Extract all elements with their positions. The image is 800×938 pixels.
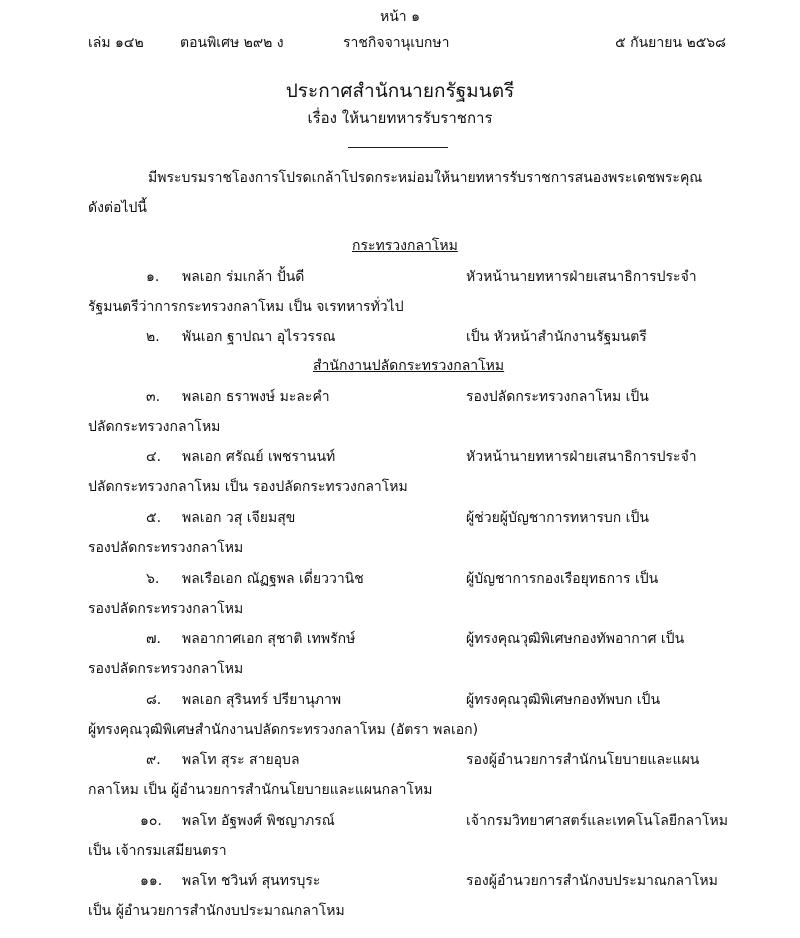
item-position: เจ้ากรมวิทยาศาสตร์และเทคโนโลยีกลาโหม: [466, 813, 728, 829]
item-name: พลโท สุระ สายอุบล: [182, 752, 300, 768]
item-continuation: ปลัดกระทรวงกลาโหม: [88, 419, 221, 435]
item-position: หัวหน้านายทหารฝ่ายเสนาธิการประจำ: [466, 449, 697, 465]
section-heading-ministry: กระทรวงกลาโหม: [352, 238, 458, 254]
item-name: พลอากาศเอก สุชาติ เทพรักษ์: [182, 631, 356, 647]
item-name: พันเอก ฐาปณา อุไรวรรณ: [182, 329, 336, 345]
item-name: พลโท ชวินท์ สุนทรบุระ: [182, 873, 321, 889]
item-continuation: เป็น เจ้ากรมเสมียนตรา: [88, 843, 227, 859]
gazette-name: ราชกิจจานุเบกษา: [343, 35, 450, 51]
item-name: พลเอก ศรัณย์ เพชรานนท์: [182, 449, 336, 465]
item-continuation: รองปลัดกระทรวงกลาโหม: [88, 540, 244, 556]
item-name: พลเอก วสุ เจียมสุข: [182, 510, 296, 526]
item-number: ๘.: [146, 692, 162, 708]
item-number: ๕.: [146, 510, 162, 526]
item-name: พลเอก ธราพงษ์ มะละคำ: [182, 389, 330, 405]
item-continuation: รองปลัดกระทรวงกลาโหม: [88, 661, 244, 677]
item-continuation: เป็น ผู้อำนวยการสำนักงบประมาณกลาโหม: [88, 903, 345, 919]
item-number: ๑๐.: [140, 813, 162, 829]
item-position: ผู้ช่วยผู้บัญชาการทหารบก เป็น: [466, 510, 649, 526]
item-continuation: ผู้ทรงคุณวุฒิพิเศษสำนักงานปลัดกระทรวงกลาโหม (อัตรา พลเอก): [88, 722, 479, 738]
item-name: พลเอก ร่มเกล้า ปั้นดี: [182, 269, 305, 285]
item-number: ๑.: [146, 269, 160, 285]
intro-line-1: มีพระบรมราชโองการโปรดเกล้าโปรดกระหม่อมให้นายทหารรับราชการสนองพระเดชพระคุณ: [148, 170, 703, 186]
title-divider: [348, 147, 448, 148]
item-name: พลเรือเอก ณัฏฐพล เดี่ยววานิช: [182, 571, 364, 587]
item-number: ๒.: [146, 329, 160, 345]
item-position: รองผู้อำนวยการสำนักนโยบายและแผน: [466, 752, 700, 768]
item-continuation: กลาโหม เป็น ผู้อำนวยการสำนักนโยบายและแผนกลาโหม: [88, 782, 433, 798]
item-number: ๔.: [146, 449, 162, 465]
document-subject: เรื่อง ให้นายทหารรับราชการ: [307, 109, 493, 127]
page-number: หน้า ๑: [380, 9, 420, 25]
item-number: ๖.: [146, 571, 160, 587]
item-position: ผู้บัญชาการกองเรือยุทธการ เป็น: [466, 571, 659, 587]
item-number: ๙.: [146, 752, 161, 768]
issue-label: ตอนพิเศษ ๒๙๒ ง: [180, 35, 284, 51]
item-position: รองผู้อำนวยการสำนักงบประมาณกลาโหม: [466, 873, 718, 889]
section-heading-office: สำนักงานปลัดกระทรวงกลาโหม: [313, 358, 505, 374]
item-continuation: รองปลัดกระทรวงกลาโหม: [88, 601, 244, 617]
volume-label: เล่ม ๑๔๒: [88, 35, 144, 51]
item-position: หัวหน้านายทหารฝ่ายเสนาธิการประจำ: [466, 269, 697, 285]
intro-line-2: ดังต่อไปนี้: [88, 200, 147, 216]
item-position: ผู้ทรงคุณวุฒิพิเศษกองทัพอากาศ เป็น: [466, 631, 685, 647]
item-number: ๗.: [146, 631, 161, 647]
item-continuation: ปลัดกระทรวงกลาโหม เป็น รองปลัดกระทรวงกลาโหม: [88, 479, 408, 495]
item-name: พลโท อัฐพงศ์ พิชญาภรณ์: [182, 813, 335, 829]
item-number: ๑๑.: [140, 873, 163, 889]
publication-date: ๕ กันยายน ๒๕๖๘: [615, 35, 726, 51]
document-title: ประกาศสำนักนายกรัฐมนตรี: [285, 80, 515, 102]
item-continuation: รัฐมนตรีว่าการกระทรวงกลาโหม เป็น จเรทหารทั่วไป: [88, 299, 404, 315]
item-position: รองปลัดกระทรวงกลาโหม เป็น: [466, 389, 649, 405]
item-position: ผู้ทรงคุณวุฒิพิเศษกองทัพบก เป็น: [466, 692, 661, 708]
item-number: ๓.: [146, 389, 161, 405]
item-name: พลเอก สุรินทร์ ปรียานุภาพ: [182, 692, 342, 708]
item-position: เป็น หัวหน้าสำนักงานรัฐมนตรี: [466, 329, 647, 345]
